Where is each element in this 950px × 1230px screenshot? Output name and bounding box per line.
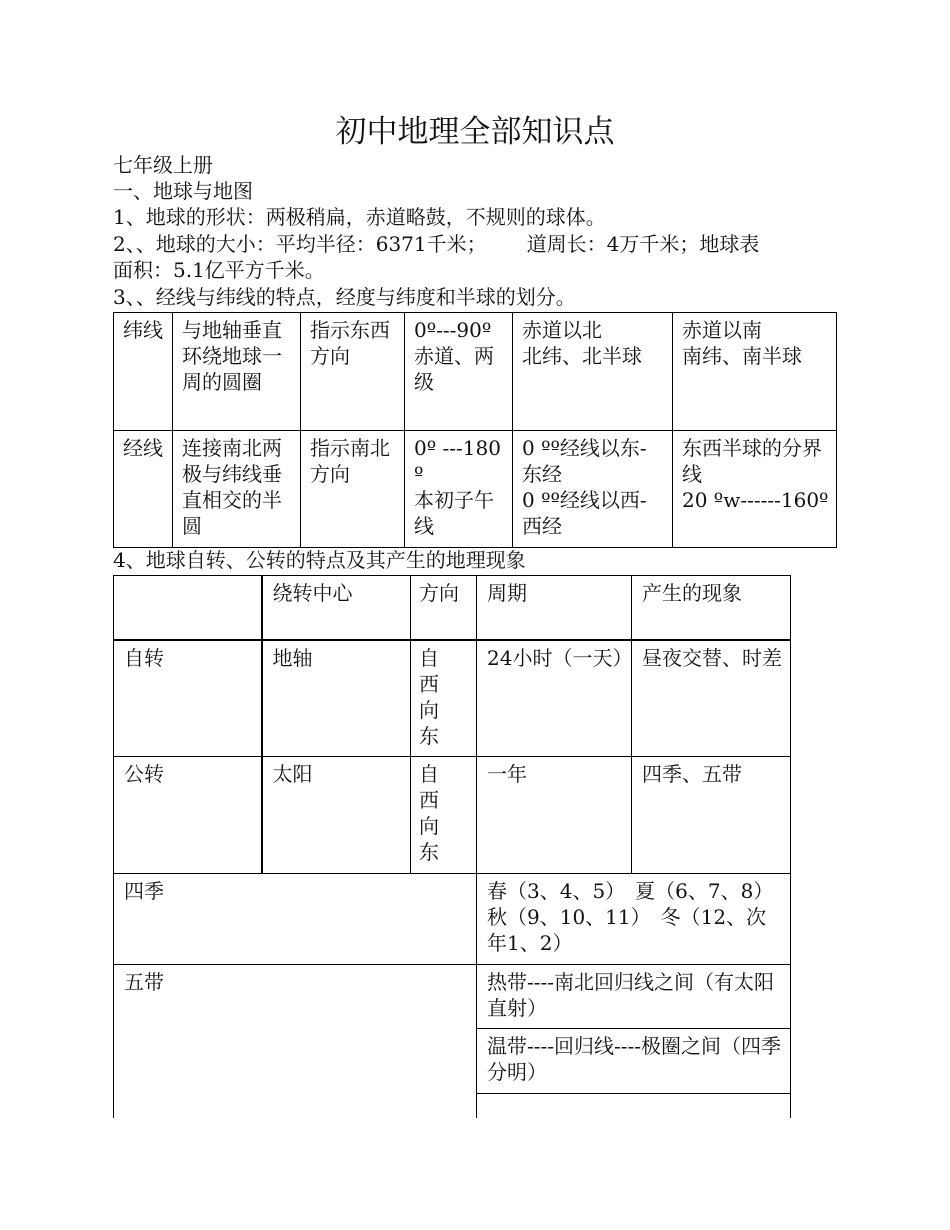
rotation-revolution-table (113, 575, 791, 1118)
item-earth-size (113, 231, 843, 257)
table-cell: 指示南北方向 (301, 431, 405, 548)
chapter-heading: 一、地球与地图 (113, 179, 253, 203)
meridian-parallel-table (113, 312, 837, 548)
table-cell: 0º ---180º 本初子午线 (405, 431, 513, 548)
table-cell: 昼夜交替、时差 (632, 640, 791, 757)
table-cell: 太阳 (262, 757, 411, 874)
table-header-cell: 绕转中心 (262, 576, 411, 640)
table-cell: 24小时（一天） (477, 640, 632, 757)
table-cell: 指示东西方向 (301, 313, 405, 431)
item-earth-size-part2: 道周长：4万千米；地球表 (526, 232, 760, 256)
grade-heading: 七年级上册 (113, 153, 213, 177)
table-cell: 一年 (477, 757, 632, 874)
seasons-text-cell: 春（3、4、5） 夏（6、7、8）秋（9、10、11） 冬（12、次年1、2） (477, 874, 791, 965)
seasons-label-cell: 四季 (114, 874, 477, 965)
table-cell: 公转 (114, 757, 262, 874)
zone-temperate-cell: 温带----回归线----极圈之间（四季分明） (477, 1029, 791, 1094)
table-cell: 与地轴垂直环绕地球一周的圆圈 (173, 313, 301, 431)
table-row (114, 640, 791, 757)
table-header-cell: 产生的现象 (632, 576, 791, 640)
table-row (114, 965, 791, 1029)
table-row (114, 431, 837, 548)
table-header-cell: 周期 (477, 576, 632, 640)
table-row (114, 757, 791, 874)
table-row (114, 874, 791, 965)
table-cell: 经线 (114, 431, 173, 548)
zone-frigid-cell (477, 1094, 791, 1118)
table-cell: 0º---90º 赤道、两级 (405, 313, 513, 431)
item-rotation-heading: 4、地球自转、公转的特点及其产生的地理现象 (113, 548, 526, 572)
table-cell: 自转 (114, 640, 262, 757)
item-earth-size-part1: 2、、地球的大小：平均半径：6371千米； (113, 232, 487, 256)
table-cell: 东西半球的分界线 20 ºw------160º (673, 431, 837, 548)
zone-tropical-cell: 热带----南北回归线之间（有太阳直射） (477, 965, 791, 1029)
table-cell: 纬线 (114, 313, 173, 431)
table-header-cell: 方向 (411, 576, 477, 640)
table-cell: 赤道以南 南纬、南半球 (673, 313, 837, 431)
zones-label-cell: 五带 (114, 965, 477, 1118)
table-row (114, 313, 837, 431)
item-meridians-heading: 3、、经线与纬线的特点，经度与纬度和半球的划分。 (113, 285, 576, 309)
table-header-cell (114, 576, 262, 640)
table-cell: 赤道以北 北纬、北半球 (513, 313, 673, 431)
document-title: 初中地理全部知识点 (335, 114, 615, 150)
item-earth-shape: 1、地球的形状：两极稍扁，赤道略鼓，不规则的球体。 (113, 205, 606, 229)
table-header-row (114, 576, 791, 640)
table-cell: 0 ºº经线以东-东经 0 ºº经线以西-西经 (513, 431, 673, 548)
item-earth-size-cont: 面积：5.1亿平方千米。 (113, 258, 325, 282)
table-cell: 连接南北两极与纬线垂直相交的半圆 (173, 431, 301, 548)
table-cell: 自西向东 (411, 640, 477, 757)
table-cell: 地轴 (262, 640, 411, 757)
table-cell: 自西向东 (411, 757, 477, 874)
table-cell: 四季、五带 (632, 757, 791, 874)
